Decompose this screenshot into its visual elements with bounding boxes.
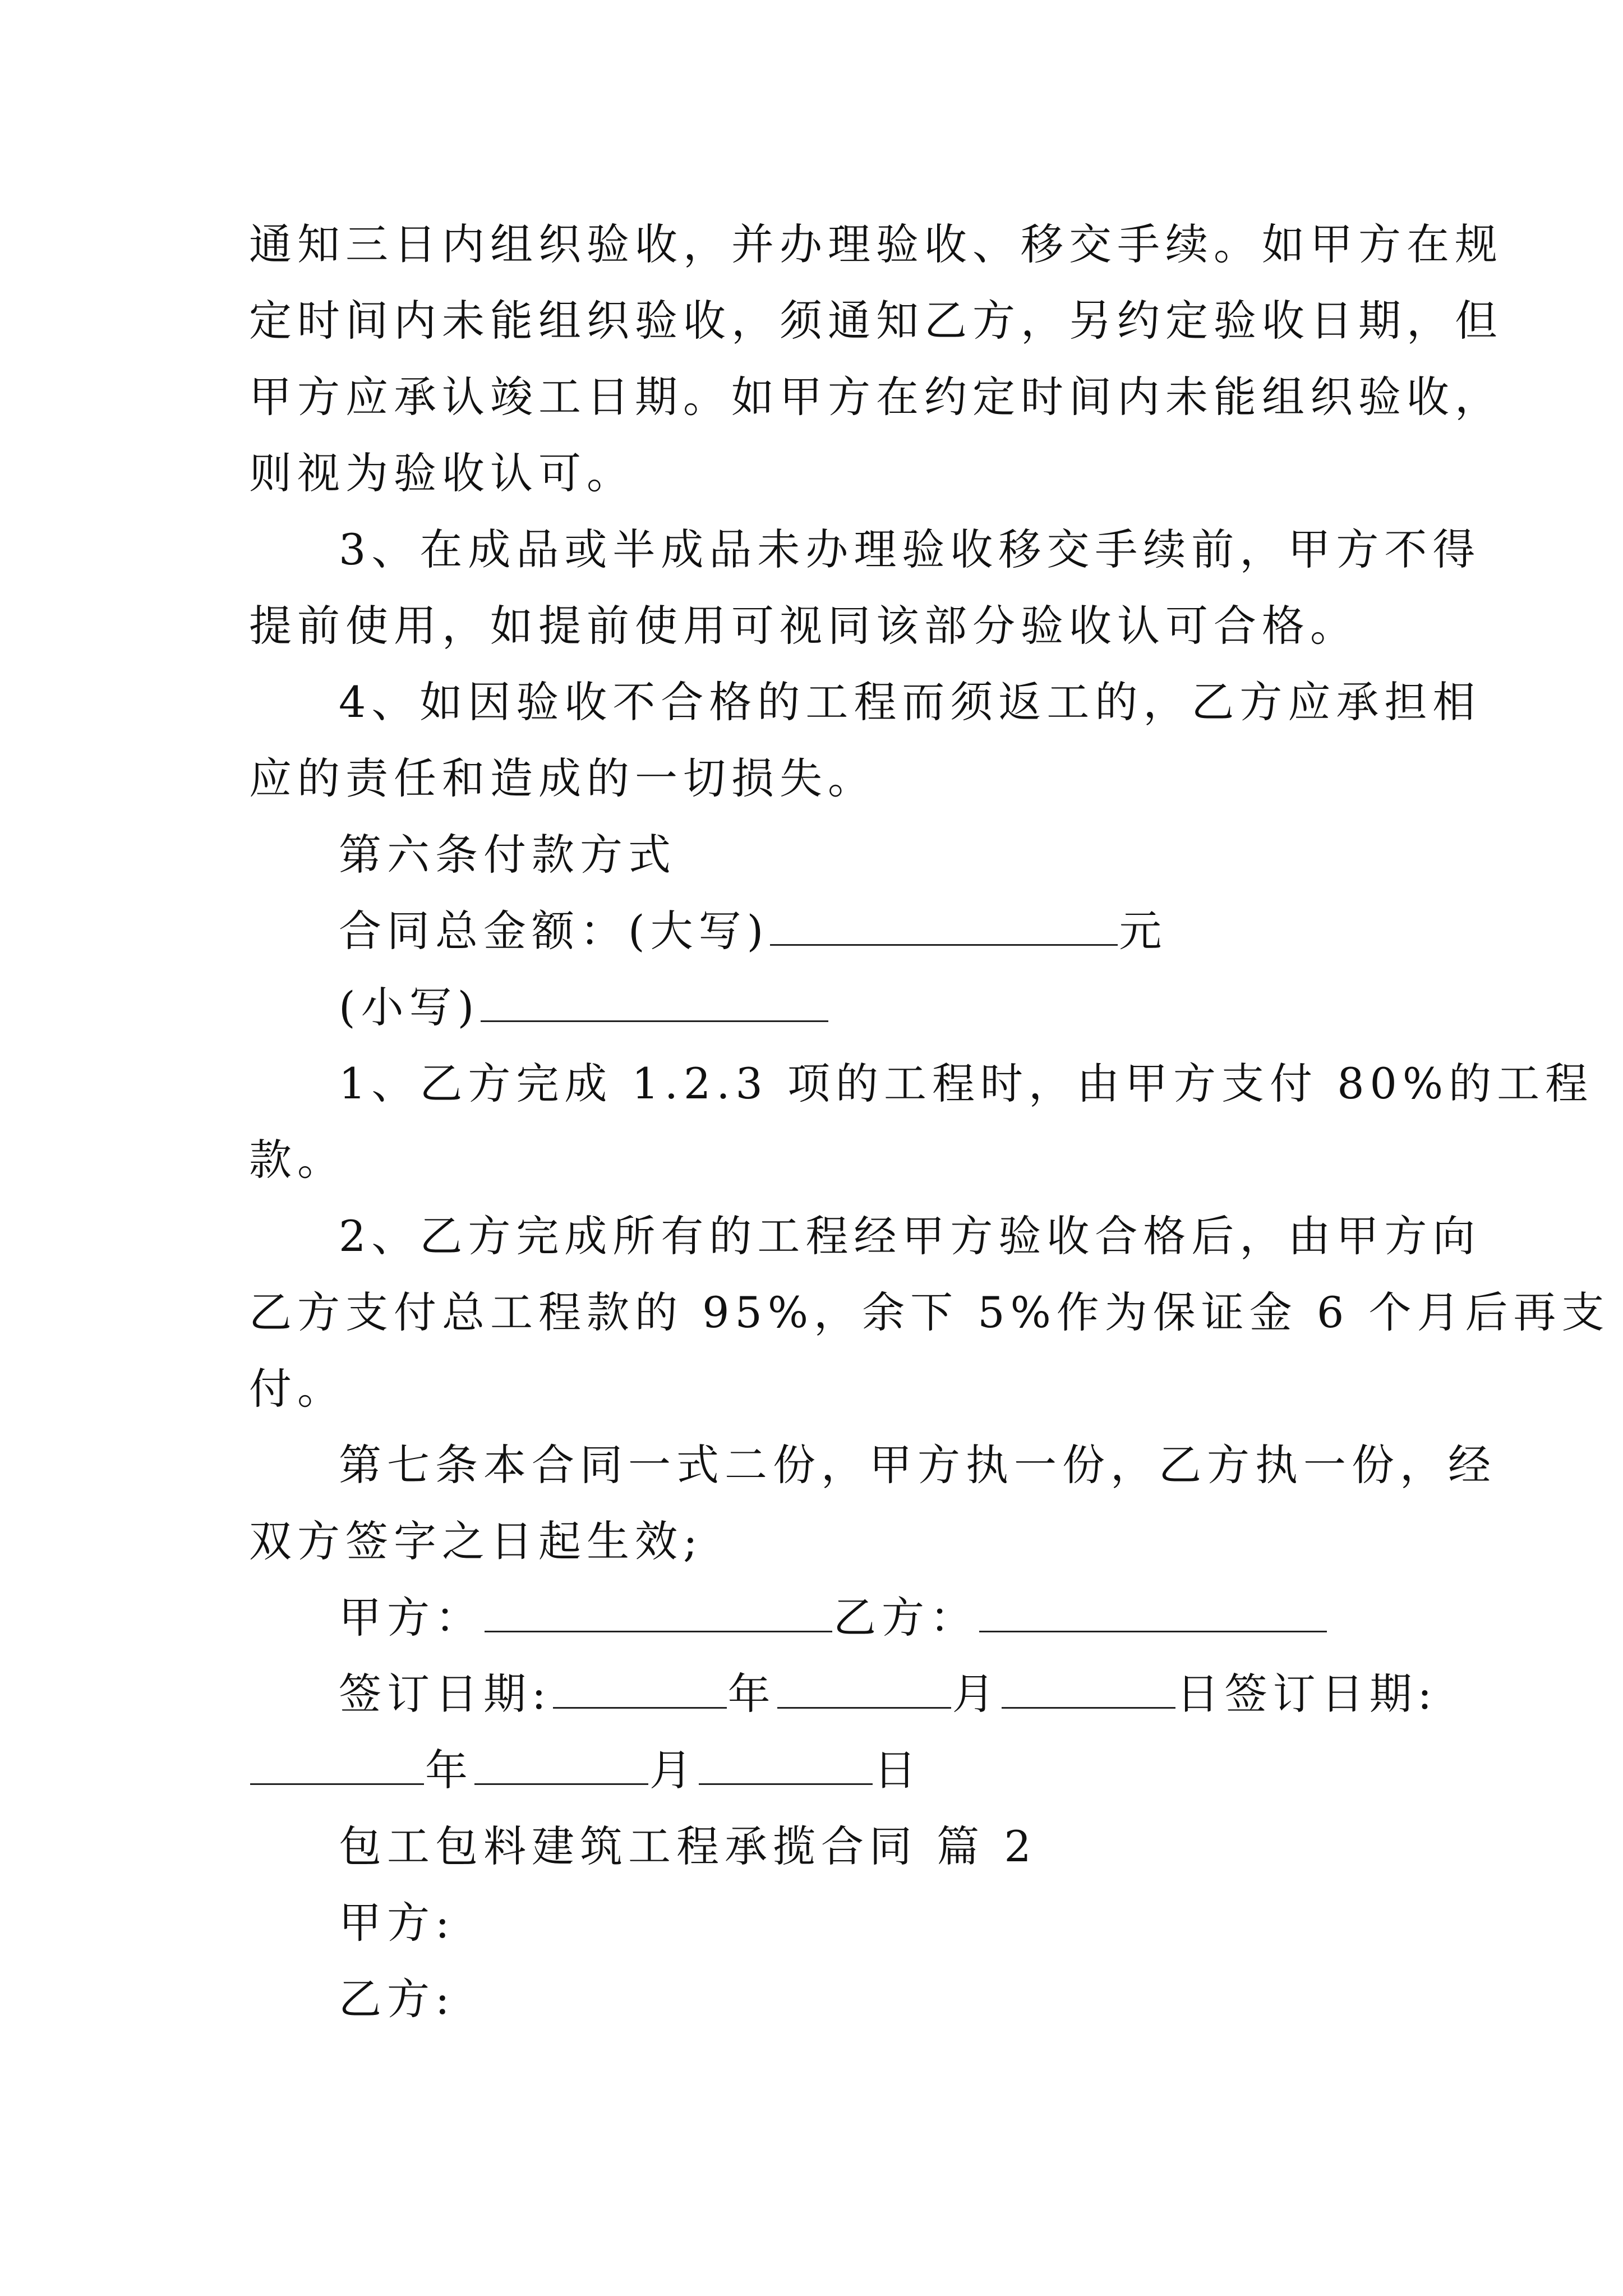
amount-capital-blank[interactable] [770, 909, 1118, 946]
paragraph-line: 则视为验收认可。 [249, 448, 635, 498]
sign-date-line [339, 1666, 1437, 1722]
party-a-heading: 甲方: [339, 1898, 455, 1948]
paragraph-line: 甲方应承认竣工日期。如甲方在约定时间内未能组织验收， [249, 372, 1503, 422]
day-sign-date-label: 日签订日期: [1176, 1669, 1438, 1719]
paragraph-line: 第七条本合同一式二份，甲方执一份，乙方执一份，经 [339, 1440, 1496, 1490]
amount-lower-blank[interactable] [481, 986, 828, 1022]
paragraph-line: 通知三日内组织验收，并办理验收、移交手续。如甲方在规 [249, 219, 1503, 269]
day-blank[interactable] [1002, 1672, 1175, 1709]
month-label-2: 月 [649, 1745, 698, 1795]
sign-date-label: 签订日期: [339, 1669, 552, 1719]
paragraph-line: 乙方支付总工程款的 95%，余下 5%作为保证金 6 个月后再支 [249, 1287, 1610, 1337]
contract-title: 包工包料建筑工程承揽合同 篇 2 [339, 1821, 1037, 1871]
paragraph-line: 3、在成品或半成品未办理验收移交手续前，甲方不得 [339, 524, 1481, 574]
year-label-2: 年 [425, 1745, 473, 1795]
amount-lower-line [339, 979, 829, 1036]
party-a-blank[interactable] [485, 1596, 832, 1632]
paragraph-line: 付。 [249, 1364, 345, 1414]
party-a-label: 甲方： [339, 1593, 483, 1642]
party-b-blank[interactable] [979, 1596, 1327, 1632]
paragraph-line: 4、如因验收不合格的工程而须返工的，乙方应承担相 [339, 677, 1481, 727]
signature-parties-line [339, 1590, 1328, 1646]
paragraph-line: 1、乙方完成 1.2.3 项的工程时，由甲方支付 80%的工程 [339, 1059, 1594, 1108]
month-blank[interactable] [777, 1672, 951, 1709]
year-blank[interactable] [553, 1672, 727, 1709]
sign-date-line-2 [249, 1742, 922, 1798]
amount-capital-label: 合同总金额：(大写) [339, 906, 769, 956]
party-b-heading: 乙方: [339, 1974, 455, 2024]
paragraph-line: 提前使用，如提前使用可视同该部分验收认可合格。 [249, 601, 1358, 651]
paragraph-line: 款。 [249, 1135, 345, 1185]
amount-unit: 元 [1119, 906, 1168, 956]
month-blank-2[interactable] [474, 1749, 648, 1785]
year-label: 年 [727, 1669, 776, 1719]
day-label-2: 日 [874, 1745, 922, 1795]
amount-capital-line [339, 903, 1167, 959]
paragraph-line: 定时间内未能组织验收，须通知乙方，另约定验收日期，但 [249, 296, 1503, 346]
section-heading: 第六条付款方式 [339, 830, 676, 880]
month-label: 月 [952, 1669, 1000, 1719]
amount-lower-label: (小写) [339, 982, 480, 1032]
day-blank-2[interactable] [699, 1749, 873, 1785]
paragraph-line: 应的责任和造成的一切损失。 [249, 753, 876, 803]
paragraph-line: 双方签字之日起生效; [249, 1516, 703, 1566]
year-blank-2[interactable] [250, 1749, 424, 1785]
paragraph-line: 2、乙方完成所有的工程经甲方验收合格后，由甲方向 [339, 1211, 1481, 1261]
party-b-label: 乙方： [833, 1593, 978, 1642]
